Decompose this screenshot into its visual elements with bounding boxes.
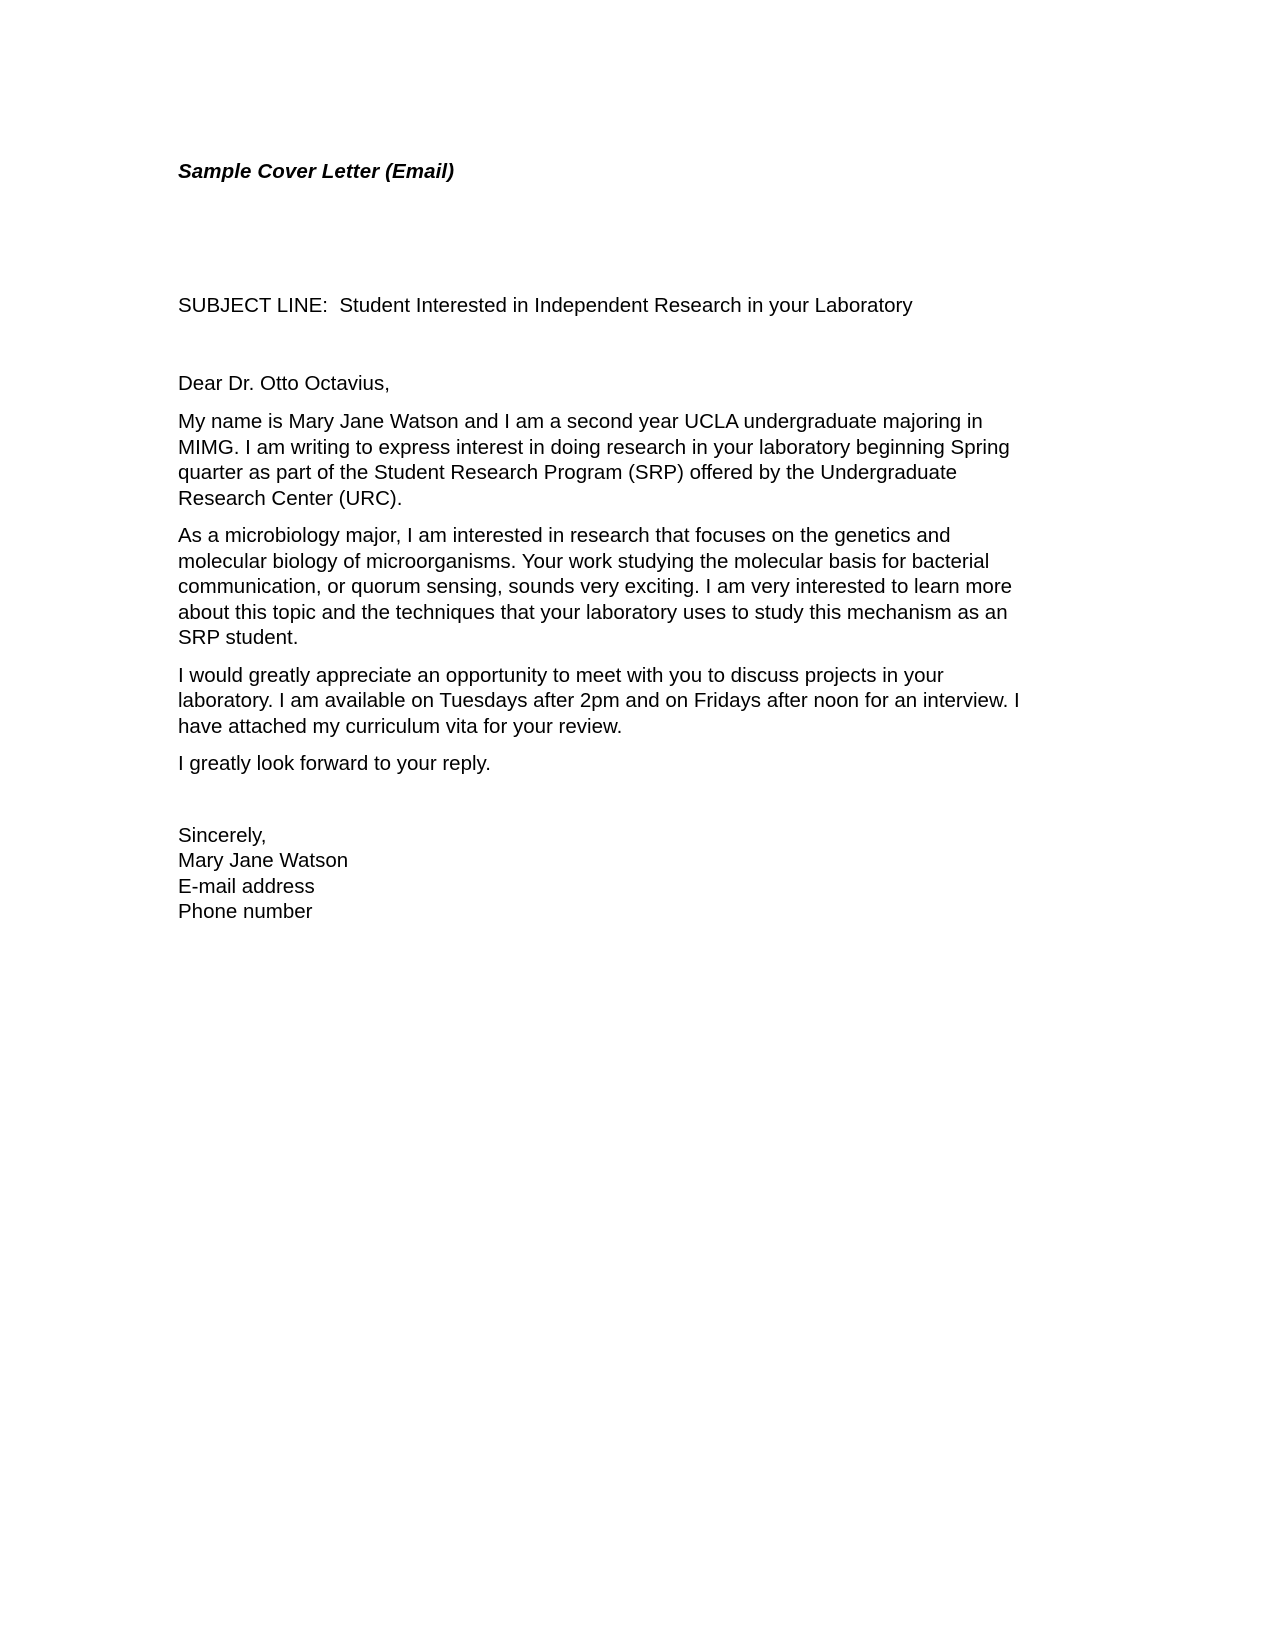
spacer-paragraph-2 (178, 651, 1023, 663)
body-paragraph-3: I would greatly appreciate an opportunity to meet with you to discuss projects in your laboratory. I am available on Tuesdays after 2pm and on Fridays after noon for an interview. I have attached my curriculum vita for your review. (178, 663, 1020, 738)
signature-block (178, 823, 1023, 925)
sender-email-placeholder: E-mail address (178, 874, 315, 898)
spacer-paragraph-1 (178, 511, 1023, 523)
spacer-before-closing (178, 777, 1023, 823)
salutation: Dear Dr. Otto Octavius, (178, 371, 390, 395)
body-paragraph-2: As a microbiology major, I am interested in research that focuses on the genetics and molecular biology of microorganisms. Your work studying the molecular basis for bacterial communication, or quorum sensing, sounds very exciting. I am very interested to learn more about this topic and the techniques that your laboratory uses to study this mechanism as an SRP student. (178, 524, 1013, 650)
spacer-after-title (178, 185, 1023, 293)
spacer-after-salutation (178, 397, 1023, 409)
sender-name: Mary Jane Watson (178, 849, 349, 873)
page-title: Sample Cover Letter (Email) (178, 160, 455, 183)
body-paragraph-4: I greatly look forward to your reply. (178, 752, 491, 776)
spacer-paragraph-3 (178, 739, 1023, 751)
valediction: Sincerely, (178, 823, 267, 847)
subject-line: SUBJECT LINE: Student Interested in Independent Research in your Laboratory (178, 293, 913, 317)
body-paragraph-1: My name is Mary Jane Watson and I am a second year UCLA undergraduate majoring in MIMG. I am writing to express interest in doing research in your laboratory beginning Spring quarter as part of the Student Research Program (SRP) offered by the Undergraduate Research Center (URC). (178, 410, 1010, 510)
cover-letter-body (178, 160, 1023, 925)
spacer-after-subject (178, 319, 1023, 371)
sender-phone-placeholder: Phone number (178, 900, 313, 924)
